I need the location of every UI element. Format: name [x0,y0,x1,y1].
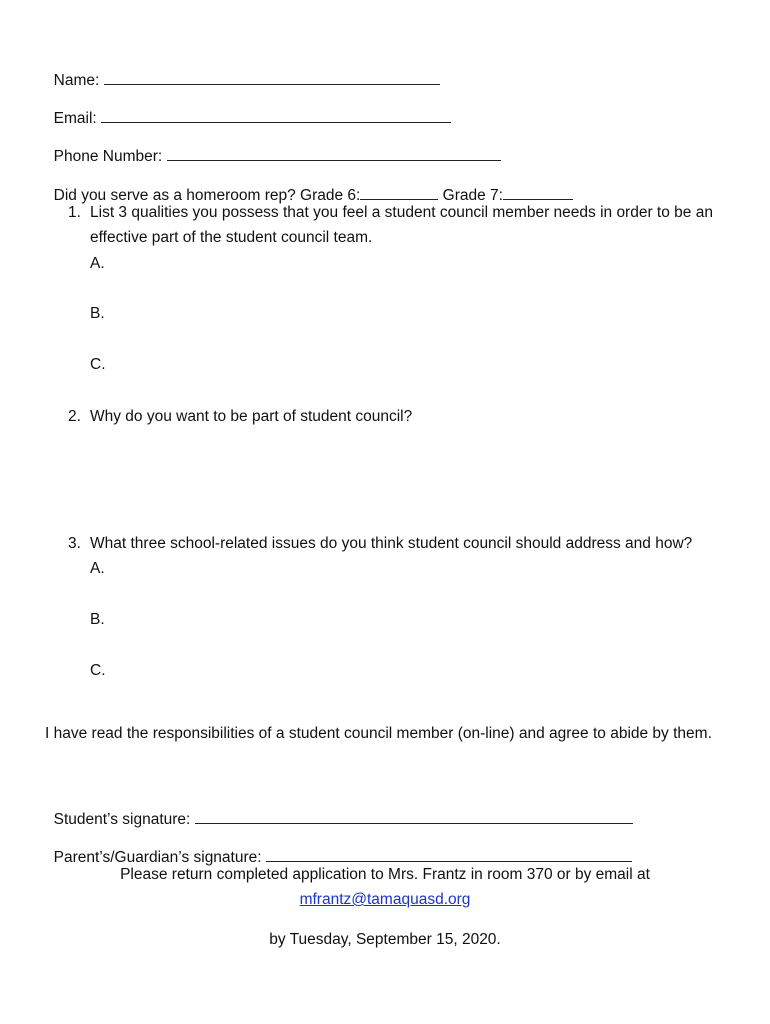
email-link-row [0,887,770,912]
parent-signature-blank[interactable] [266,847,632,862]
email-label: Email: [53,110,101,127]
question-text: What three school-related issues do you think student council should address and how? [90,535,693,552]
question-3 [68,531,733,556]
answer-label-a: A. [90,560,105,577]
question-number: 2. [68,408,81,425]
question-1 [68,200,733,250]
name-field [45,50,440,91]
grade7-label: Grade 7: [438,187,503,204]
question-text: Why do you want to be part of student council? [90,408,413,425]
grade6-blank[interactable] [360,185,438,200]
question-2 [68,404,733,429]
answer-label-a: A. [90,255,105,272]
answer-label-c: C. [90,662,106,679]
student-signature-field [45,789,633,830]
phone-label: Phone Number: [53,148,167,165]
student-signature-blank[interactable] [195,809,633,824]
phone-blank[interactable] [167,146,501,161]
question-text: List 3 qualities you possess that you feel a student council member needs in order to be an effective part of the student council team. [90,204,713,246]
name-label: Name: [53,72,104,89]
return-instructions: Please return completed application to Mrs. Frantz in room 370 or by email at [120,866,650,883]
grade7-blank[interactable] [503,185,573,200]
parent-signature-label: Parent’s/Guardian’s signature: [53,849,266,866]
question-number: 3. [68,535,81,552]
email-blank[interactable] [101,108,451,123]
email-link[interactable]: mfrantz@tamaquasd.org [299,891,471,908]
phone-field [45,126,501,167]
answer-label-b: B. [90,611,105,628]
name-blank[interactable] [104,70,440,85]
student-signature-label: Student’s signature: [53,811,195,828]
deadline-text: by Tuesday, September 15, 2020. [269,931,501,948]
question-number: 1. [68,204,81,221]
agreement-text: I have read the responsibilities of a student council member (on-line) and agree to abide by them. [45,725,712,742]
homeroom-label: Did you serve as a homeroom rep? Grade 6: [53,187,361,204]
answer-label-b: B. [90,305,105,322]
email-field [45,88,451,129]
answer-label-c: C. [90,356,106,373]
